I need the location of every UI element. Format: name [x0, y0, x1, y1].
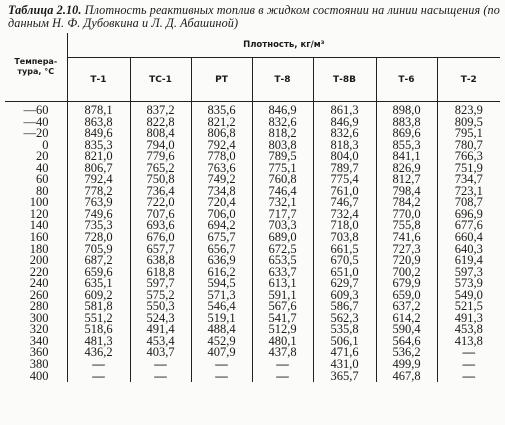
density-cell: 679,9: [376, 278, 437, 290]
fuel-header: Т-6: [376, 58, 437, 102]
density-cell: 706,0: [191, 209, 252, 221]
density-cell: 765,2: [130, 163, 191, 175]
density-cell: —: [130, 359, 191, 371]
density-cell: 653,5: [252, 255, 313, 267]
temperature-cell: 0: [5, 140, 67, 152]
density-cell: 784,2: [376, 197, 437, 209]
density-cell: 403,7: [130, 347, 191, 359]
density-cell: 696,9: [454, 206, 483, 221]
temperature-cell: 300: [5, 313, 67, 325]
temperature-cell: 100: [5, 197, 67, 209]
density-cell: 792,4: [191, 140, 252, 152]
density-header: Плотность, кг/м³: [67, 33, 500, 58]
density-cell: 775,4: [313, 174, 376, 186]
density-cell: 720,9: [376, 255, 437, 267]
density-cell: 804,0: [313, 151, 376, 163]
density-cell: 703,8: [313, 232, 376, 244]
fuel-header: Т-8В: [313, 58, 376, 102]
density-cell: 780,7: [454, 137, 483, 152]
density-cell: 453,8: [454, 322, 483, 337]
density-cell: 640,3: [454, 241, 483, 256]
density-cell: 732,4: [313, 209, 376, 221]
density-cell: 766,3: [454, 149, 483, 164]
density-cell: 703,3: [252, 220, 313, 232]
density-cell: 792,4: [67, 174, 130, 186]
density-cell: 760,8: [252, 174, 313, 186]
density-cell: 519,1: [191, 313, 252, 325]
temperature-cell: 380: [5, 359, 67, 371]
density-cell: 616,2: [191, 267, 252, 279]
density-table: [5, 33, 500, 382]
density-cell: 659,0: [376, 290, 437, 302]
density-cell: 723,1: [454, 183, 483, 198]
table-row: [5, 267, 500, 279]
table-row: [5, 151, 500, 163]
density-cell: 778,2: [67, 186, 130, 198]
density-cell: 575,2: [130, 290, 191, 302]
density-cell: 676,0: [130, 232, 191, 244]
density-cell: 705,9: [67, 244, 130, 256]
density-cell: 675,7: [191, 232, 252, 244]
density-cell: 728,0: [67, 232, 130, 244]
temperature-cell: 400: [5, 371, 67, 383]
density-cell: —: [462, 357, 476, 372]
density-cell: 659,6: [67, 267, 130, 279]
density-cell: 812,7: [376, 174, 437, 186]
density-cell: 734,8: [191, 186, 252, 198]
density-cell: 861,3: [313, 102, 376, 117]
density-cell: 651,0: [313, 267, 376, 279]
density-cell: 452,9: [191, 336, 252, 348]
density-cell: 818,2: [252, 128, 313, 140]
density-cell: 672,5: [252, 244, 313, 256]
fuel-header: РТ: [191, 58, 252, 102]
density-cell: 821,0: [67, 151, 130, 163]
density-cell: 809,5: [454, 114, 483, 129]
density-cell: 751,9: [454, 160, 483, 175]
density-cell: 795,1: [454, 126, 483, 141]
table-row: [5, 174, 500, 186]
density-cell: —: [191, 359, 252, 371]
density-cell: 736,4: [130, 186, 191, 198]
density-cell: —: [191, 371, 252, 383]
density-cell: 453,4: [130, 336, 191, 348]
temperature-cell: 40: [5, 163, 67, 175]
density-cell: 898,0: [376, 102, 437, 117]
density-cell: 823,9: [454, 103, 483, 117]
density-cell: 798,4: [376, 186, 437, 198]
density-cell: 770,0: [376, 209, 437, 221]
density-cell: 567,6: [252, 301, 313, 313]
density-cell: 437,8: [252, 347, 313, 359]
table-row: [5, 128, 500, 140]
fuel-header: Т-2: [437, 58, 500, 102]
table-row: [5, 140, 500, 152]
density-cell: 564,6: [376, 336, 437, 348]
density-cell: 594,5: [191, 278, 252, 290]
temperature-cell: 220: [5, 267, 67, 279]
density-cell: 571,3: [191, 290, 252, 302]
density-cell: —: [67, 371, 130, 383]
density-cell: 734,7: [454, 172, 483, 187]
density-cell: 619,4: [454, 253, 483, 268]
density-cell: 581,8: [67, 301, 130, 313]
density-cell: 637,2: [376, 301, 437, 313]
density-cell: 763,9: [67, 197, 130, 209]
table-row: [5, 371, 500, 383]
density-cell: 573,9: [454, 276, 483, 291]
table-caption: [8, 4, 503, 30]
density-cell: 778,0: [191, 151, 252, 163]
density-cell: 670,5: [313, 255, 376, 267]
table-row: [5, 324, 500, 336]
table-row: [5, 301, 500, 313]
table-row: [5, 359, 500, 371]
temperature-cell: 320: [5, 324, 67, 336]
density-cell: 506,1: [313, 336, 376, 348]
density-cell: 832,6: [252, 117, 313, 129]
density-cell: 499,9: [376, 359, 437, 371]
table-row: [5, 290, 500, 302]
temperature-cell: 80: [5, 186, 67, 198]
density-cell: 518,6: [67, 324, 130, 336]
density-cell: 549,0: [454, 287, 483, 302]
fuel-header: Т-8: [252, 58, 313, 102]
density-cell: 806,7: [67, 163, 130, 175]
density-cell: 750,8: [130, 174, 191, 186]
density-cell: 746,4: [252, 186, 313, 198]
density-cell: 471,6: [313, 347, 376, 359]
density-cell: 436,2: [67, 347, 130, 359]
table-row: [5, 336, 500, 348]
density-cell: 512,9: [252, 324, 313, 336]
temperature-cell: 280: [5, 301, 67, 313]
density-cell: 591,1: [252, 290, 313, 302]
temperature-cell: 200: [5, 255, 67, 267]
table-row: [5, 255, 500, 267]
density-cell: 883,8: [376, 117, 437, 129]
temperature-cell: 340: [5, 336, 67, 348]
density-cell: —: [462, 345, 476, 360]
density-cell: 855,3: [376, 140, 437, 152]
density-cell: —: [252, 371, 313, 383]
table-row: [5, 278, 500, 290]
temperature-cell: 260: [5, 290, 67, 302]
density-cell: 821,2: [191, 117, 252, 129]
density-cell: 657,7: [130, 244, 191, 256]
density-cell: 718,0: [313, 220, 376, 232]
density-cell: 656,7: [191, 244, 252, 256]
density-cell: 761,0: [313, 186, 376, 198]
density-cell: —: [67, 359, 130, 371]
density-cell: 806,8: [191, 128, 252, 140]
density-cell: 431,0: [313, 359, 376, 371]
density-cell: 488,4: [191, 324, 252, 336]
density-cell: 597,3: [454, 264, 483, 279]
density-cell: 735,3: [67, 220, 130, 232]
temperature-header: Темпера-тура, °С: [5, 33, 67, 102]
fuel-header: ТС-1: [130, 58, 191, 102]
temperature-cell: 360: [5, 347, 67, 359]
density-cell: 794,0: [130, 140, 191, 152]
density-cell: 841,1: [376, 151, 437, 163]
density-cell: 746,7: [313, 197, 376, 209]
density-cell: 835,6: [191, 102, 252, 117]
density-cell: 835,3: [67, 140, 130, 152]
temperature-cell: 160: [5, 232, 67, 244]
density-cell: 618,8: [130, 267, 191, 279]
density-cell: 846,9: [313, 117, 376, 129]
table-row: [5, 197, 500, 209]
density-cell: 546,4: [191, 301, 252, 313]
density-cell: 863,8: [67, 117, 130, 129]
density-cell: 749,2: [191, 174, 252, 186]
temperature-cell: 140: [5, 220, 67, 232]
density-cell: 629,7: [313, 278, 376, 290]
density-cell: 467,8: [376, 371, 437, 383]
density-cell: 609,2: [67, 290, 130, 302]
density-cell: 849,6: [67, 128, 130, 140]
density-cell: 491,3: [454, 310, 483, 325]
table-row: [5, 244, 500, 256]
density-cell: 789,5: [252, 151, 313, 163]
density-cell: 755,8: [376, 220, 437, 232]
table-row: [5, 163, 500, 175]
temperature-cell: —60: [5, 102, 67, 117]
density-cell: 541,7: [252, 313, 313, 325]
density-cell: —: [462, 368, 476, 383]
density-cell: 551,2: [67, 313, 130, 325]
density-cell: 535,8: [313, 324, 376, 336]
table-title: Плотность реактивных топлив в жидком состоянии на линии насыщения (по данным Н. Ф. Дубовкина и Л. Д. Абашиной): [8, 3, 500, 30]
density-cell: 689,0: [252, 232, 313, 244]
density-cell: 638,8: [130, 255, 191, 267]
density-cell: 779,6: [130, 151, 191, 163]
density-cell: 732,1: [252, 197, 313, 209]
density-cell: 613,1: [252, 278, 313, 290]
density-cell: 818,3: [313, 140, 376, 152]
density-cell: 826,9: [376, 163, 437, 175]
density-cell: 590,4: [376, 324, 437, 336]
density-cell: 480,1: [252, 336, 313, 348]
density-cell: 491,4: [130, 324, 191, 336]
density-cell: 661,5: [313, 244, 376, 256]
density-cell: 832,6: [313, 128, 376, 140]
density-cell: 749,6: [67, 209, 130, 221]
table-row: [5, 232, 500, 244]
density-cell: 707,6: [130, 209, 191, 221]
density-cell: 846,9: [252, 102, 313, 117]
table-row: [5, 209, 500, 221]
density-cell: —: [130, 371, 191, 383]
density-cell: 708,7: [454, 195, 483, 210]
density-cell: 660,4: [454, 230, 483, 245]
density-cell: 775,1: [252, 163, 313, 175]
density-cell: 633,7: [252, 267, 313, 279]
density-cell: 550,3: [130, 301, 191, 313]
density-cell: 636,9: [191, 255, 252, 267]
density-cell: 536,2: [376, 347, 437, 359]
density-cell: 609,3: [313, 290, 376, 302]
density-cell: —: [252, 359, 313, 371]
density-cell: 562,3: [313, 313, 376, 325]
density-cell: 727,3: [376, 244, 437, 256]
density-cell: 365,7: [313, 371, 376, 383]
density-cell: 741,6: [376, 232, 437, 244]
temperature-cell: —20: [5, 128, 67, 140]
density-cell: 700,2: [376, 267, 437, 279]
table-row: [5, 220, 500, 232]
density-cell: 693,6: [130, 220, 191, 232]
density-cell: 521,5: [454, 299, 483, 314]
table-row: [5, 186, 500, 198]
density-cell: 869,6: [376, 128, 437, 140]
density-cell: 597,7: [130, 278, 191, 290]
table-row: [5, 117, 500, 129]
density-cell: 789,7: [313, 163, 376, 175]
density-cell: 586,7: [313, 301, 376, 313]
temperature-cell: 60: [5, 174, 67, 186]
density-cell: 837,2: [130, 102, 191, 117]
density-cell: 481,3: [67, 336, 130, 348]
temperature-cell: 20: [5, 151, 67, 163]
fuel-header: Т-1: [67, 58, 130, 102]
density-cell: 635,1: [67, 278, 130, 290]
density-cell: 524,3: [130, 313, 191, 325]
density-cell: 763,6: [191, 163, 252, 175]
table-number: Таблица 2.10.: [8, 3, 82, 17]
density-cell: 614,2: [376, 313, 437, 325]
density-cell: 694,2: [191, 220, 252, 232]
density-cell: 808,4: [130, 128, 191, 140]
density-cell: 677,6: [454, 218, 483, 233]
density-cell: 687,2: [67, 255, 130, 267]
density-cell: 878,1: [67, 102, 130, 117]
table-row: [5, 313, 500, 325]
table-row: [5, 347, 500, 359]
table-row: [5, 102, 500, 117]
density-cell: 717,7: [252, 209, 313, 221]
temperature-cell: 240: [5, 278, 67, 290]
temperature-cell: 120: [5, 209, 67, 221]
density-cell: 822,8: [130, 117, 191, 129]
density-cell: 413,8: [454, 333, 483, 348]
temperature-cell: —40: [5, 117, 67, 129]
temperature-cell: 180: [5, 244, 67, 256]
density-cell: 803,8: [252, 140, 313, 152]
density-cell: 722,0: [130, 197, 191, 209]
density-cell: 407,9: [191, 347, 252, 359]
density-cell: 720,4: [191, 197, 252, 209]
